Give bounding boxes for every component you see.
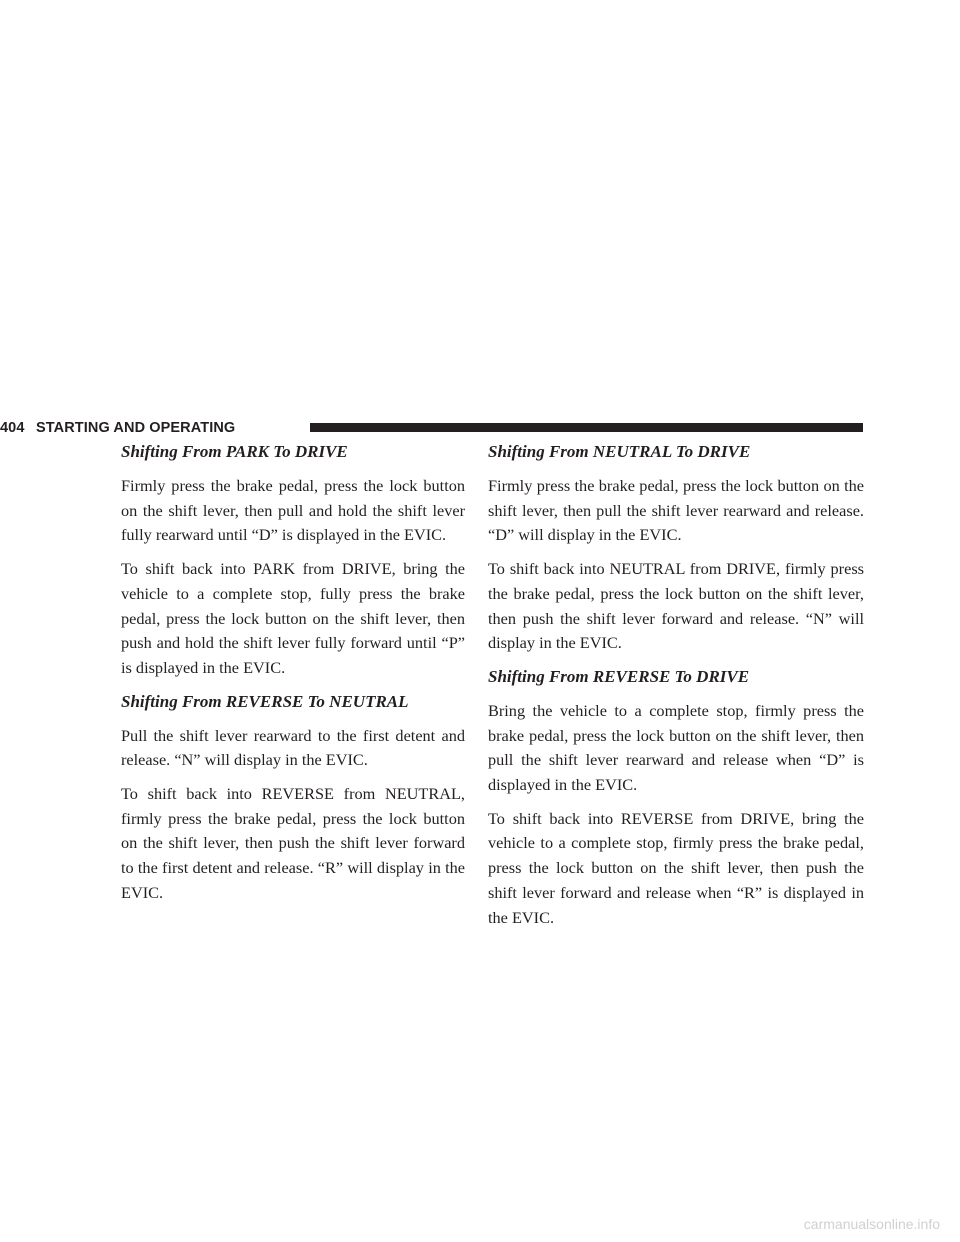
paragraph: Firmly press the brake pedal, press the lock button on the shift lever, then pull and hold the shift lever fully rearward until “D” is displayed in the EVIC.	[121, 476, 465, 545]
heading-reverse-to-neutral: Shifting From REVERSE To NEUTRAL	[121, 691, 409, 711]
heading-reverse-to-drive: Shifting From REVERSE To DRIVE	[488, 666, 750, 686]
header-rule	[310, 423, 863, 432]
page-header	[0, 418, 864, 438]
section-title: STARTING AND OPERATING	[36, 420, 236, 436]
paragraph: Firmly press the brake pedal, press the lock button on the shift lever, then pull the shift lever rearward and release. “D” will display in the EVIC.	[488, 476, 864, 545]
paragraph: To shift back into REVERSE from NEUTRAL, firmly press the brake pedal, press the lock button on the shift lever, then push the shift lever forward to the first detent and release. “R” will display in the EVIC.	[121, 784, 465, 902]
heading-neutral-to-drive: Shifting From NEUTRAL To DRIVE	[488, 442, 751, 461]
paragraph: To shift back into PARK from DRIVE, bring the vehicle to a complete stop, fully press the brake pedal, press the lock button on the shift lever, then push and hold the shift lever fully forward until “P” is displayed in the EVIC.	[121, 559, 465, 677]
heading-park-to-drive: Shifting From PARK To DRIVE	[121, 442, 348, 461]
paragraph: To shift back into REVERSE from DRIVE, bring the vehicle to a complete stop, firmly press the brake pedal, press the lock button on the shift lever, then push the shift lever forward and release when “R” is displayed in the EVIC.	[488, 808, 864, 927]
footer-watermark: carmanualsonline.info	[803, 1216, 940, 1232]
paragraph: Pull the shift lever rearward to the first detent and release. “N” will display in the EVIC.	[121, 725, 465, 770]
paragraph: To shift back into NEUTRAL from DRIVE, firmly press the brake pedal, press the lock button on the shift lever, then push the shift lever forward and release. “N” will display in the EVIC.	[488, 559, 864, 653]
page-number: 404	[0, 420, 25, 436]
right-column	[488, 440, 864, 939]
left-column	[121, 440, 465, 915]
paragraph: Bring the vehicle to a complete stop, firmly press the brake pedal, press the lock button on the shift lever, then pull the shift lever rearward and release when “D” is displayed in the EVIC.	[488, 700, 864, 795]
